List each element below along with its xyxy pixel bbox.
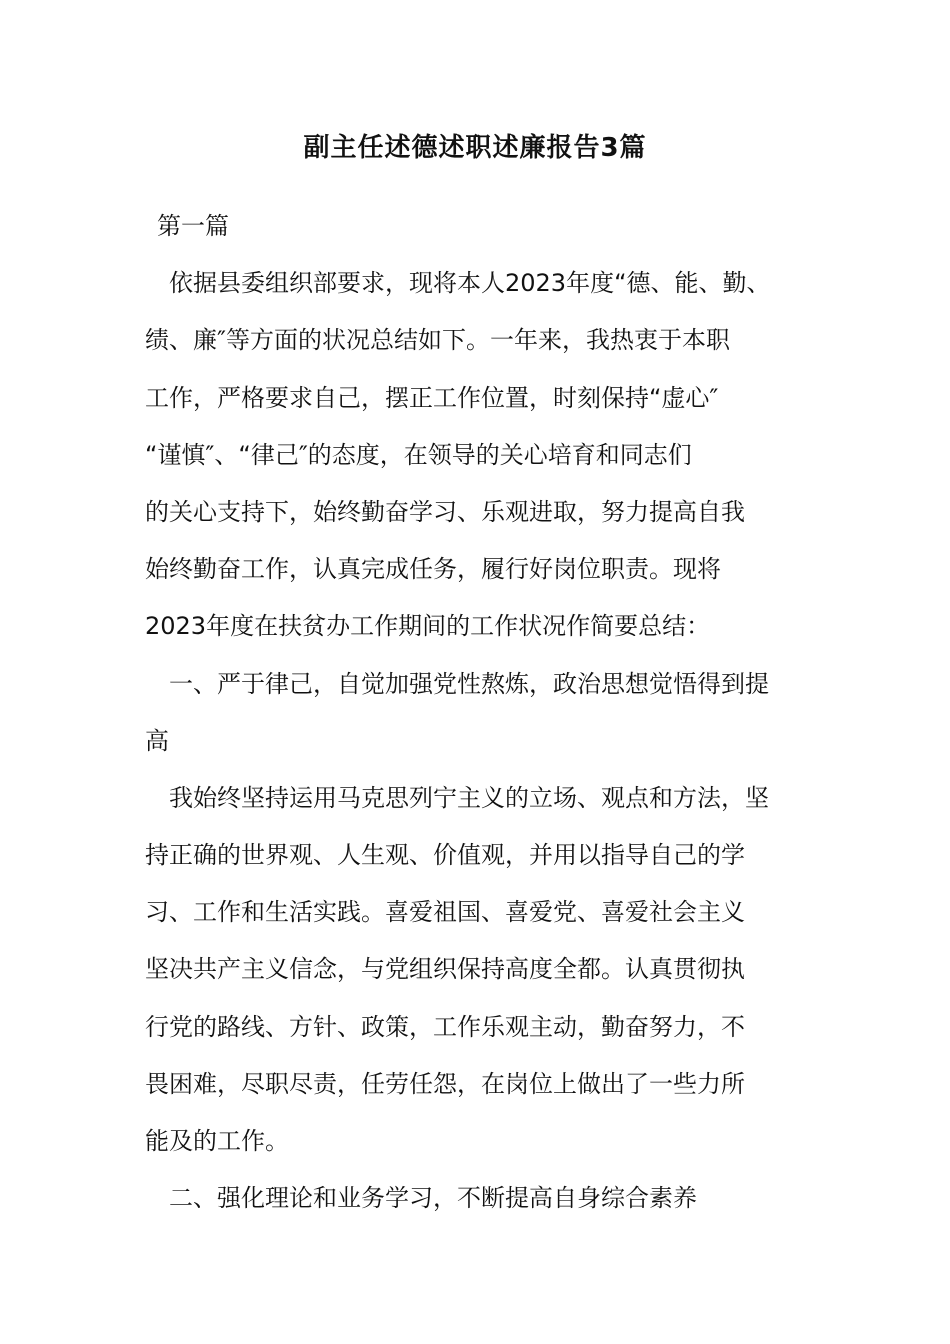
body-line: “谨慎″、“律己″的态度，在领导的关心培育和同志们: [145, 440, 692, 469]
body-line: 始终勤奋工作，认真完成任务，履行好岗位职责。现将: [145, 555, 721, 584]
body-line: 高: [145, 726, 169, 755]
document-title: 副主任述德述职述廉报告3篇: [303, 133, 647, 163]
document-body: [145, 198, 845, 1227]
body-line: 坚决共产主义信念，与党组织保持高度全都。认真贯彻执: [145, 955, 745, 984]
body-line: 的关心支持下，始终勤奋学习、乐观进取，努力提高自我: [145, 497, 745, 526]
body-line: 能及的工作。: [145, 1127, 289, 1155]
body-line: 2023年度在扶贫办工作期间的工作状况作简要总结：: [145, 612, 711, 641]
body-line: 工作，严格要求自己，摆正工作位置，时刻保持“虚心″: [145, 383, 719, 412]
body-line: 依据县委组织部要求，现将本人2023年度“德、能、勤、: [169, 269, 771, 298]
body-line: 一、严于律己，自觉加强党性熬炼，政治思想觉悟得到提: [169, 669, 769, 698]
body-line: 习、工作和生活实践。喜爱祖国、喜爱党、喜爱社会主义: [145, 898, 745, 927]
body-line: 行党的路线、方针、政策，工作乐观主动，勤奋努力，不: [145, 1012, 745, 1041]
body-line: 第一篇: [157, 212, 229, 240]
body-line: 我始终坚持运用马克思列宁主义的立场、观点和方法，坚: [169, 783, 769, 812]
body-line: 持正确的世界观、人生观、价值观，并用以指导自己的学: [145, 841, 745, 870]
body-line: 绩、廉″等方面的状况总结如下。一年来，我热衷于本职: [145, 326, 730, 355]
body-line: 二、强化理论和业务学习，不断提高自身综合素养: [169, 1184, 697, 1213]
body-line: 畏困难，尽职尽责，任劳任怨，在岗位上做出了一些力所: [145, 1069, 745, 1098]
